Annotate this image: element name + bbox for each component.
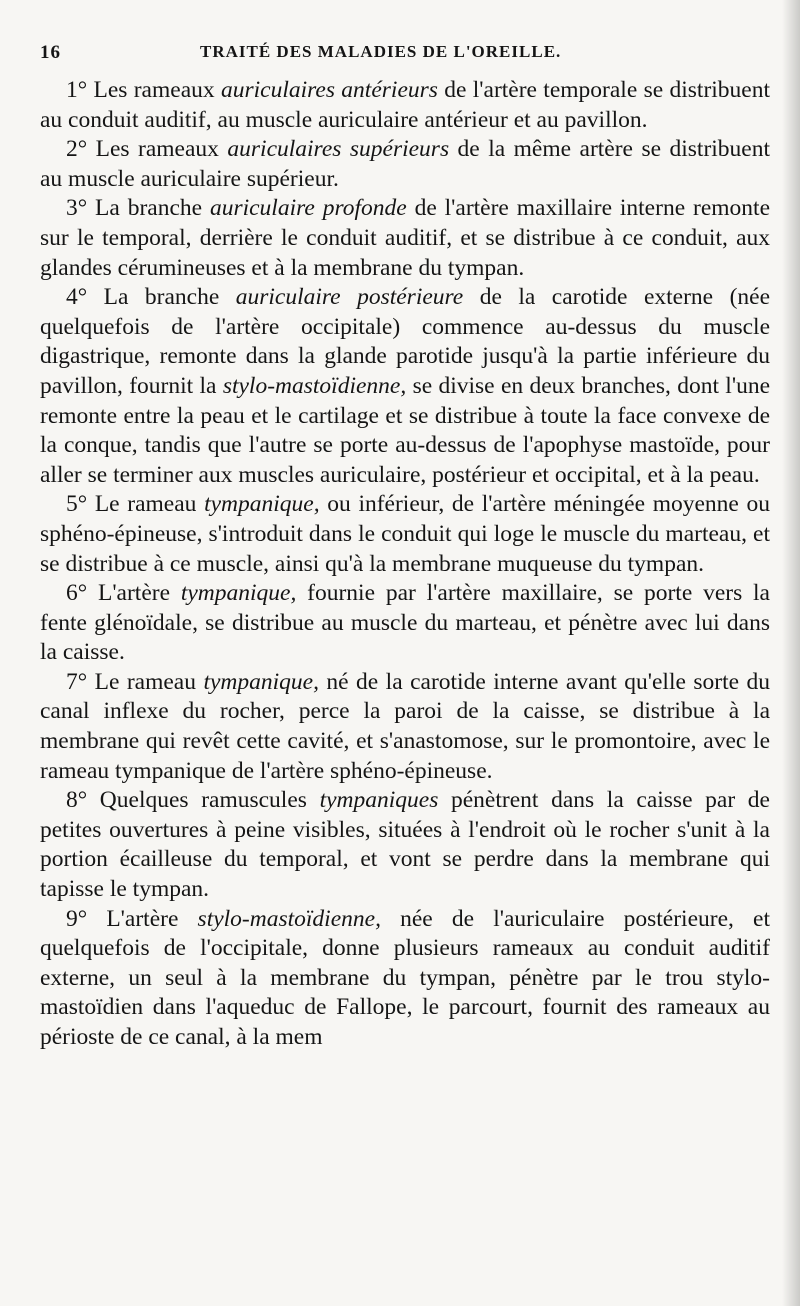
text-segment: pénètrent dans la caisse par de petites ouvertures à peine visibles, situées à l'endroit où le rocher s'unit à la portion écailleuse du temporal, et vont se perdre dans la membrane qui tapisse le tympan. [40,787,770,903]
paragraph-number: 1° [66,77,88,103]
paragraph [40,490,770,579]
page-number: 16 [40,42,61,63]
italic-term: auriculaire postérieure [235,284,464,311]
italic-term: tympanique, [204,491,320,518]
text-segment: de la carotide externe (née quelquefois de l'artère occipitale) commence au-dessus du muscle digastrique, remonte dans la glande parotide jusqu'à la partie inférieure du pavillon, fournit la [40,284,771,399]
paragraph-number: 6° [66,580,88,607]
text-segment: née de l'auriculaire postérieure, et quelquefois de l'occipitale, donne plusieurs rameaux au conduit auditif externe, un seul à la membrane du tympan, pénètre par le trou stylo-mastoïdien dans l'aqueduc de Fallope, le parcourt, fournit des rameaux au périoste de ce canal, à la mem [40,905,771,1050]
italic-term: stylo-mastoïdienne, [222,372,407,399]
paragraph [40,135,770,194]
paragraph-number: 2° [66,136,88,163]
text-segment: La branche [87,284,236,311]
text-segment: L'artère [87,580,181,607]
paragraph [40,579,770,668]
text-segment: de la même artère se distribuent au muscle auriculaire supérieur. [40,136,771,192]
paragraph-number: 5° [66,491,88,518]
italic-term: auriculaire profonde [209,195,407,222]
text-segment: Le rameau [87,491,205,518]
paragraph [40,905,770,1053]
text-segment: Le rameau [87,668,204,695]
text-segment: La branche [87,195,210,222]
text-segment: Quelques ramuscules [87,787,320,814]
italic-term: auriculaires antérieurs [220,77,438,103]
italic-term: auriculaires supérieurs [227,136,450,163]
italic-term: tympaniques [319,787,439,814]
text-segment: Les rameaux [87,136,228,163]
italic-term: tympanique, [180,580,297,607]
paragraph [40,786,770,904]
text-segment: L'artère [87,905,198,932]
paragraph-number: 3° [66,195,88,222]
paragraph-number: 8° [66,787,88,814]
text-segment: fournie par l'artère maxillaire, se porte vers la fente glénoïdale, se distribue au muscle du marteau, et pénètre avec lui dans la caisse. [40,580,770,666]
paragraph-number: 7° [66,668,88,695]
text-segment: ou inférieur, de l'artère méningée moyenne ou sphéno-épineuse, s'introduit dans le conduit qui loge le muscle du marteau, et se distribue à ce muscle, ainsi qu'à la membrane muqueuse du tympan. [40,491,770,577]
paragraph [40,76,770,135]
paragraph [40,194,770,283]
paragraph [40,283,770,490]
text-segment: de l'artère maxillaire interne remonte sur le temporal, derrière le conduit auditif, et se distribue à ce conduit, aux glandes cérumineuses et à la membrane du tympan. [40,195,770,281]
italic-term: tympanique, [203,668,319,695]
paragraph-number: 4° [66,284,88,311]
italic-term: stylo-mastoïdienne, [197,905,381,932]
text-segment: né de la carotide interne avant qu'elle sorte du canal inflexe du rocher, perce la paroi de la caisse, se distribue à la membrane qui revêt cette cavité, et s'anastomose, sur le promontoire, avec le rameau tympanique de l'artère sphéno-épineuse. [40,668,770,784]
page-header [40,34,770,72]
text-segment: se divise en deux branches, dont l'une remonte entre la peau et le cartilage et se distribue à toute la face convexe de la conque, tandis que l'autre se porte au-dessus de l'apophyse mastoïde, pour aller se terminer aux muscles auriculaire, postérieur et occipital, et à la peau. [40,372,771,488]
paragraph [40,668,770,786]
paragraph-number: 9° [66,905,88,932]
text-segment: de l'artère temporale se distribuent au conduit auditif, au muscle auriculaire antérieur et au pavillon. [40,77,771,133]
running-head: TRAITÉ DES MALADIES DE L'OREILLE. [200,42,562,61]
text-segment: Les rameaux [87,77,221,103]
body-text [40,76,770,1053]
